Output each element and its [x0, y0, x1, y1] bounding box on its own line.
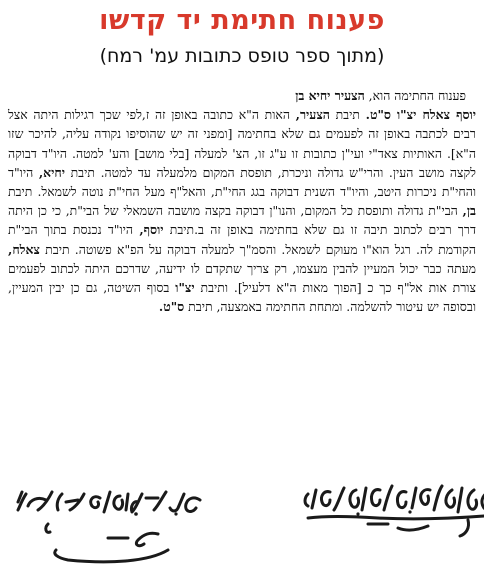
page-subtitle: (מתוך ספר טופס כתובות עמ' רמח) [99, 45, 385, 67]
signature-right [298, 472, 484, 572]
intro-text: פענוח החתימה הוא, [368, 88, 466, 103]
page-title: פענוח חתימת יד קדשו [99, 5, 385, 36]
paragraph-text-4: היו"ד נכנסת בתוך הבי"ת הקודמת לה. רגל הוא"ו מעוקם לשמאל. והסמ"ך למעלה דבוקה על הפ"א פשוטה. תיבת [8, 222, 476, 257]
signature-reading-text: יוסף צאלח יצ"ו ס"ט. [365, 107, 476, 123]
paragraph-text-6: בסוף השיטה, גם כן יבין המעיין, ובסופה יש עיטור להשלמה. ומתחת החתימה באמצעה, תיבת [8, 280, 476, 315]
handwritten-signature-right [298, 472, 484, 572]
paragraph-text-1: האות ה"א כתובה באופן זה ז,לפי שכך רגילות היתה אצל רבים לכתבה באופן זה לפעמים גם שלא בחתימה [ומפני זה יש שהוסיפו נקודה עליה, להיכר שזו ה"א]. האותיות צאד"י ועי"ן כתובות זו ע"ג זו, הצ' למעלה [בלי מושב] והע' למטה. היו"ד דבוקה לקצה מושב העין. והרי"ש גדולה וניכרת, תופסת המקום מלמעלה עד למטה. תיבת [8, 107, 476, 180]
handwritten-signature-left [8, 472, 208, 572]
paragraph-lead [8, 86, 466, 105]
word-ben: בן, [462, 203, 476, 219]
word-label-text: תיבת [335, 107, 360, 123]
paragraph-text-2: היו"ד והחי"ת ניכרות היטב, והיו"ד השנית דבוקה בגג החי"ת, והאל"ף מעל החי"ת נוטה לשמאל. תיבת [8, 164, 476, 200]
signature-left [8, 472, 208, 572]
paragraph-main [8, 105, 476, 316]
word-tzalah: צאלח, [8, 241, 40, 257]
word-yahya: יחיא, [38, 164, 65, 180]
word-yosef: יוסף, [139, 222, 164, 238]
paragraph-text-3: הבי"ת גדולה ותופסת כל המקום, והנו"ן דבוקה בקצה מושבה השמאלי של הבי"ת, כי כן היתה דרך רבים לכתוב תיבה זו גם שלא בחתימה באופן זה ב.תיבת [8, 203, 476, 238]
word-yatzu: יצ"ו [175, 280, 195, 296]
paragraph-text-5: מעתה כבר יכול המעיין להבין מעצמו, רק צריך שתקדם לו ידיעה, שדרכם היתה לכתוב לפעמים צורת אות אל"ף כך כ [הפוך מאות ה"א דלעיל]. ותיבת [8, 260, 476, 296]
article-body [8, 86, 476, 316]
intro-bold-text: הצעיר יחיא בן [295, 88, 365, 103]
word-st: ס"ט. [158, 299, 185, 315]
word-hatzair: הצעיר, [295, 107, 330, 123]
